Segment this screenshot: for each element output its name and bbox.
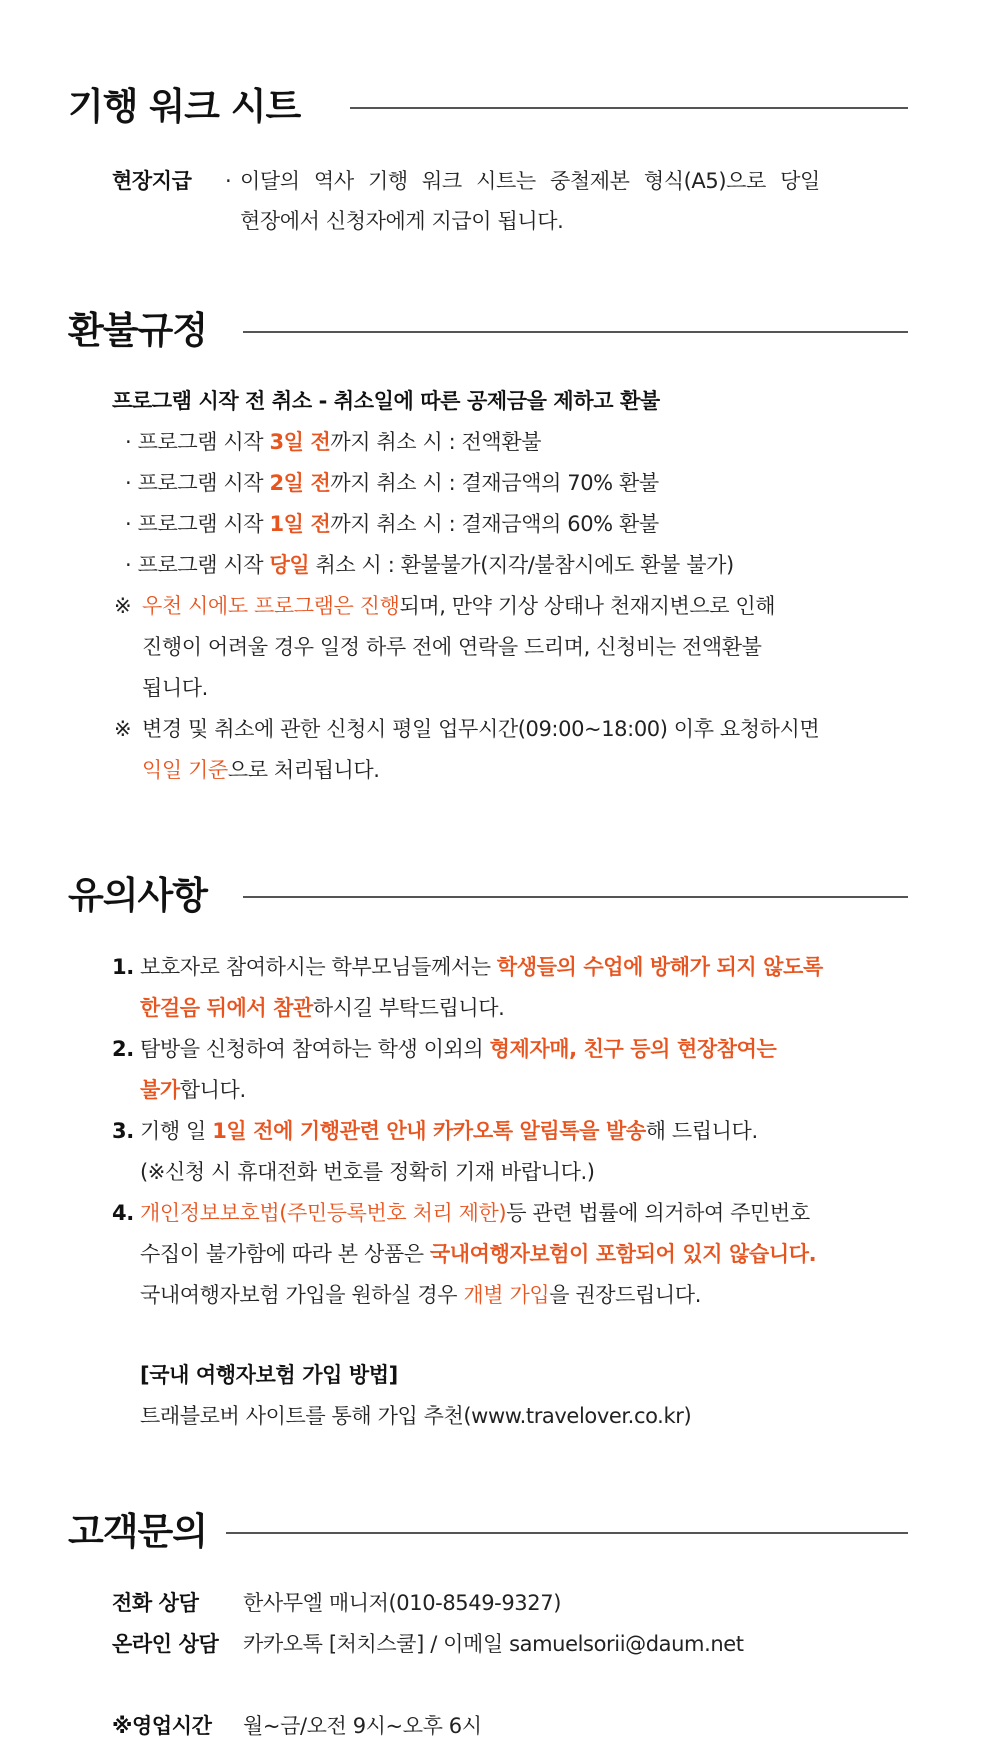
refund-rule-item: · 프로그램 시작 2일 전까지 취소 시 : 결재금액의 70% 환불 [125,471,659,495]
refund-note-weather-line1: 우천 시에도 프로그램은 진행되며, 만약 기상 상태나 천재지변으로 인해 [142,594,776,618]
item-number: 3. [112,1119,134,1143]
notice-item-4-line1: 4. 개인정보보호법(주민등록번호 처리 제한)등 관련 법률에 의거하여 주민번호 [112,1198,810,1228]
notice-item-4-line3: 국내여행자보험 가입을 원하실 경우 개별 가입을 권장드립니다. [140,1283,701,1307]
refund-note-change-line2: 익일 기준으로 처리됩니다. [142,758,380,782]
contact-phone-value: 한사무엘 매니저(010-8549-9327) [243,1591,561,1615]
notice-item-3-line1: 3. 기행 일 1일 전에 기행관련 안내 카카오톡 알림톡을 발송해 드립니다. [112,1116,758,1146]
notice-title: 유의사항 [68,874,207,917]
contact-hours-label: ※영업시간 [112,1714,212,1738]
worksheet-label: 현장지급 [112,169,192,193]
refund-rule-item: · 프로그램 시작 당일 취소 시 : 환불불가(지각/불참시에도 환불 불가) [125,553,734,577]
notice-item-2-line2: 불가합니다. [140,1078,246,1102]
bullet: · [125,471,132,495]
item-number: 1. [112,955,134,979]
worksheet-text-line1: 이달의 역사 기행 워크 시트는 중철제본 형식(A5)으로 당일 [240,169,820,193]
contact-phone-label: 전화 상담 [112,1591,199,1615]
item-number: 2. [112,1037,134,1061]
notice-item-2-line1: 2. 탐방을 신청하여 참여하는 학생 이외의 형제자매, 친구 등의 현장참여는 [112,1034,776,1064]
notice-item-1-line2: 한걸음 뒤에서 참관하시길 부탁드립니다. [140,996,505,1020]
worksheet-title: 기행 워크 시트 [68,85,301,128]
refund-note-change-line1: 변경 및 취소에 관한 신청시 평일 업무시간(09:00~18:00) 이후 요청하시면 [142,717,820,741]
contact-online-value: 카카오톡 [처치스쿨] / 이메일 samuelsorii@daum.net [243,1632,744,1656]
worksheet-bullet: · [225,169,232,193]
refund-note-weather-line3: 됩니다. [142,676,208,700]
contact-hours-value: 월~금/오전 9시~오후 6시 [243,1714,482,1738]
refund-note-mark: ※ [114,717,132,741]
notice-item-4-line2: 수집이 불가함에 따라 본 상품은 국내여행자보험이 포함되어 있지 않습니다. [140,1242,817,1266]
refund-title: 환불규정 [68,309,207,352]
bullet: · [125,553,132,577]
refund-rule-item: · 프로그램 시작 1일 전까지 취소 시 : 결재금액의 60% 환불 [125,512,659,536]
contact-online-label: 온라인 상담 [112,1632,219,1656]
contact-title: 고객문의 [68,1510,207,1553]
bullet: · [125,430,132,454]
notice-item-3-line2: (※신청 시 휴대전화 번호를 정확히 기재 바랍니다.) [140,1160,595,1184]
refund-note-weather-line2: 진행이 어려울 경우 일정 하루 전에 연락을 드리며, 신청비는 전액환불 [142,635,762,659]
notice-item-1-line1: 1. 보호자로 참여하시는 학부모님들께서는 학생들의 수업에 방해가 되지 않도록 [112,952,823,982]
refund-note-mark: ※ [114,594,132,618]
contact-divider [226,1532,908,1534]
insurance-text: 트래블로버 사이트를 통해 가입 추천(www.travelover.co.kr) [140,1404,692,1428]
item-number: 4. [112,1201,134,1225]
refund-heading: 프로그램 시작 전 취소 - 취소일에 따른 공제금을 제하고 환불 [112,389,660,413]
worksheet-text-line2: 현장에서 신청자에게 지급이 됩니다. [240,209,564,233]
refund-rule-item: · 프로그램 시작 3일 전까지 취소 시 : 전액환불 [125,430,542,454]
bullet: · [125,512,132,536]
contact-header [68,1502,908,1562]
insurance-heading: [국내 여행자보험 가입 방법] [140,1363,398,1387]
